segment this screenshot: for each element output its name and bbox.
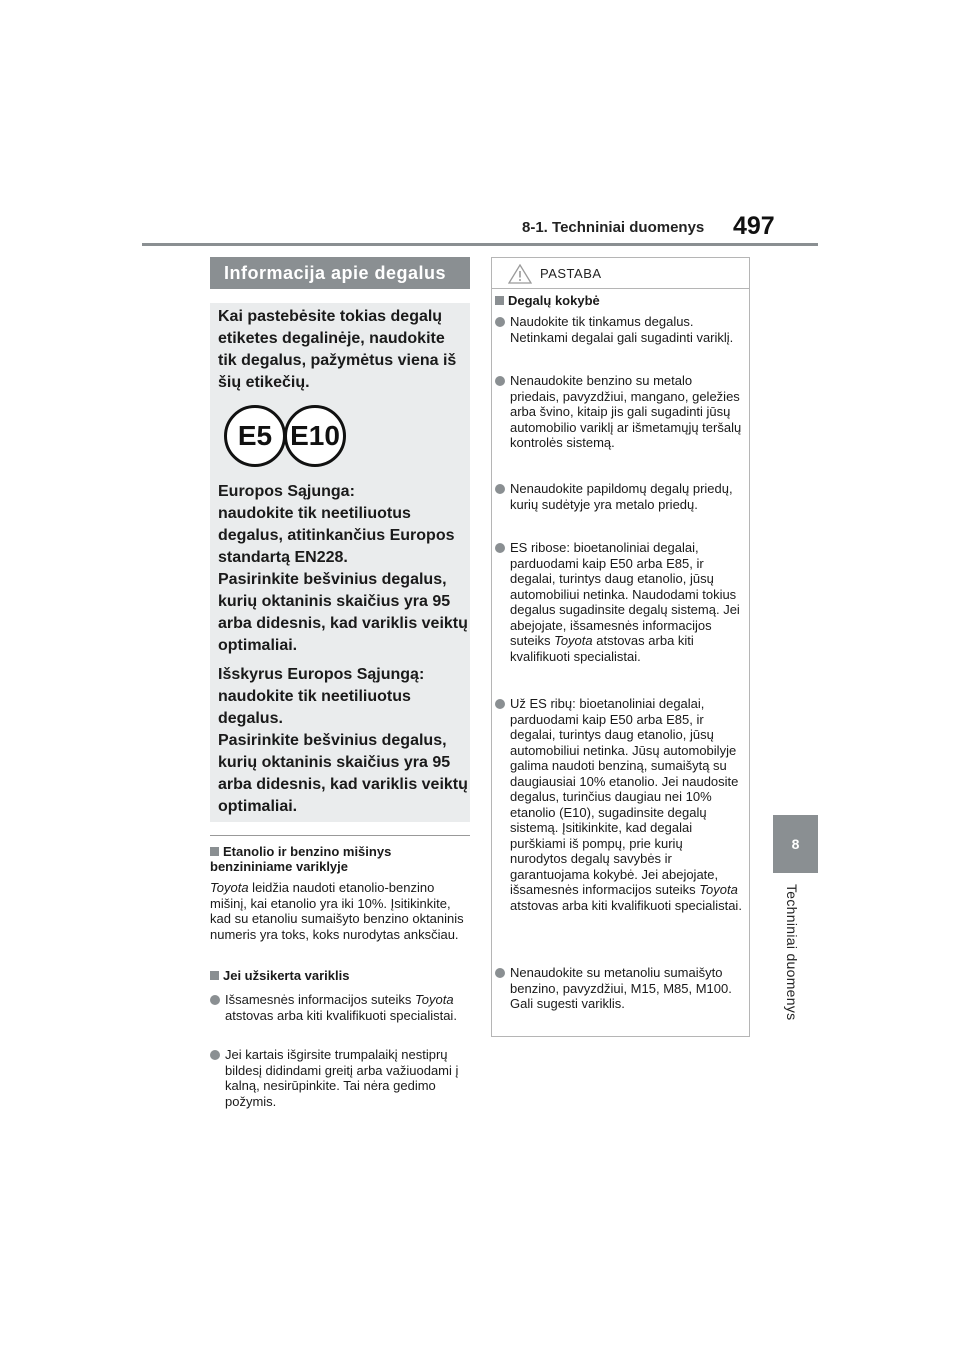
- note-bullet-1: Naudokite tik tinkamus degalus. Netinkami degalai gali sugadinti variklį.: [495, 314, 742, 345]
- fuel-quality-heading: Degalų kokybė: [495, 293, 740, 308]
- header-divider: [142, 243, 818, 246]
- circle-bullet-icon: [210, 1050, 220, 1060]
- circle-bullet-icon: [210, 995, 220, 1005]
- ethanol-paragraph: Toyota leidžia naudoti etanolio-benzino mišinį, kai etanolio yra iki 10%. Įsitikinkite, kad su etanoliu sumaišyto benzino oktaninis numeris yra toks, koks nurodytas anksčiau.: [210, 880, 464, 942]
- stall-bullet-1: Išsamesnės informacijos suteiks Toyota atstovas arba kiti kvalifikuoti specialistai.: [210, 992, 475, 1023]
- section-title: 8-1. Techniniai duomenys: [522, 219, 705, 236]
- non-eu-heading: Išskyrus Europos Sąjungą:: [218, 666, 425, 683]
- chapter-label: Techniniai duomenys: [784, 884, 800, 1021]
- chapter-number: 8: [791, 836, 800, 852]
- note-bullet-4: ES ribose: bioetanoliniai degalai, parduodami kaip E50 arba E85, ir degalai, turintys daug etanolio, jūsų automobiliui netinka. Naudodami tokius degalus sugadinsite degalų sistemą. Jei abejojate, išsamesnės informacijos suteiks Toyota atstovas arba kiti kvalifikuoti specialistai.: [495, 540, 742, 664]
- circle-bullet-icon: [495, 376, 505, 386]
- page-number: 497: [733, 212, 775, 240]
- note-title: PASTABA: [540, 266, 602, 281]
- chapter-tab: [773, 815, 818, 873]
- non-eu-octane: Pasirinkite bešvinius degalus, kurių oktaninis skaičius yra 95 arba didesnis, kad variklis veiktų optimaliai.: [218, 732, 468, 815]
- ethanol-section-heading: Etanolio ir benzino mišinys benzininiame variklyje: [210, 844, 392, 874]
- note-header: [492, 258, 749, 289]
- eu-standard: naudokite tik neetiliuotus degalus, atitinkančius Europos standartą EN228.: [218, 505, 455, 566]
- note-bullet-3: Nenaudokite papildomų degalų priedų, kurių sudėtyje yra metalo priedų.: [495, 481, 742, 512]
- eu-heading: Europos Sąjunga:: [218, 483, 355, 500]
- e10-fuel-label-icon: E10: [284, 405, 346, 467]
- square-bullet-icon: [210, 847, 219, 856]
- circle-bullet-icon: [495, 317, 505, 327]
- square-bullet-icon: [495, 296, 504, 305]
- note-bullet-6: Nenaudokite su metanoliu sumaišyto benzino, pavyzdžiui, M15, M85, M100. Gali sugesti variklis.: [495, 965, 742, 1012]
- square-bullet-icon: [210, 971, 219, 980]
- circle-bullet-icon: [495, 699, 505, 709]
- note-bullet-5: Už ES ribų: bioetanoliniai degalai, parduodami kaip E50 arba E85, ir degalai, turintys daug etanolio, jūsų automobiliui netinka. Jūsų automobilyje galima naudoti benziną, sumaišytą su daugiausiai 10% etanolio. Jei naudosite degalus, turinčius daugiau nei 10% etanolio (E10), sugadinsite degalų sistemą. Įsitikinkite, kad degalai purškiami iš pompų, prie kurių nurodytos degalų savybės ir garantuojama kokybė. Jei abejojate, išsamesnės informacijos suteiks Toyota atstovas arba kiti kvalifikuoti specialistai.: [495, 696, 742, 913]
- e5-fuel-label-icon: E5: [224, 405, 286, 467]
- stall-section-heading: Jei užsikerta variklis: [210, 968, 470, 983]
- brand-name: Toyota: [210, 880, 249, 895]
- note-bullet-2: Nenaudokite benzino su metalo priedais, pavyzdžiui, mangano, geležies arba švino, kitaip jis gali sugadinti jūsų automobilio variklį ar išmetamųjų teršalų kontrolės sistemą.: [495, 373, 742, 451]
- warning-triangle-icon: [508, 264, 532, 284]
- stall-bullet-2: Jei kartais išgirsite trumpalaikį nestiprų bildesį didindami greitį arba važiuodami į kalną, nesirūpinkite. Tai nėra gedimo požymis.: [210, 1047, 475, 1109]
- non-eu-fuel-info: [218, 664, 468, 818]
- fuel-info-box: [210, 303, 470, 822]
- info-box-title: Informacija apie degalus: [210, 257, 470, 289]
- fuel-label-intro: Kai pastebėsite tokias degalų etiketes degalinėje, naudokite tik degalus, pažymėtus viena iš šių etikečių.: [218, 308, 457, 391]
- eu-octane: Pasirinkite bešvinius degalus, kurių oktaninis skaičius yra 95 arba didesnis, kad variklis veiktų optimaliai.: [218, 571, 468, 654]
- eu-fuel-info: [218, 481, 468, 657]
- circle-bullet-icon: [495, 968, 505, 978]
- circle-bullet-icon: [495, 484, 505, 494]
- section-divider: [210, 835, 470, 836]
- non-eu-unleaded: naudokite tik neetiliuotus degalus.: [218, 688, 411, 727]
- circle-bullet-icon: [495, 543, 505, 553]
